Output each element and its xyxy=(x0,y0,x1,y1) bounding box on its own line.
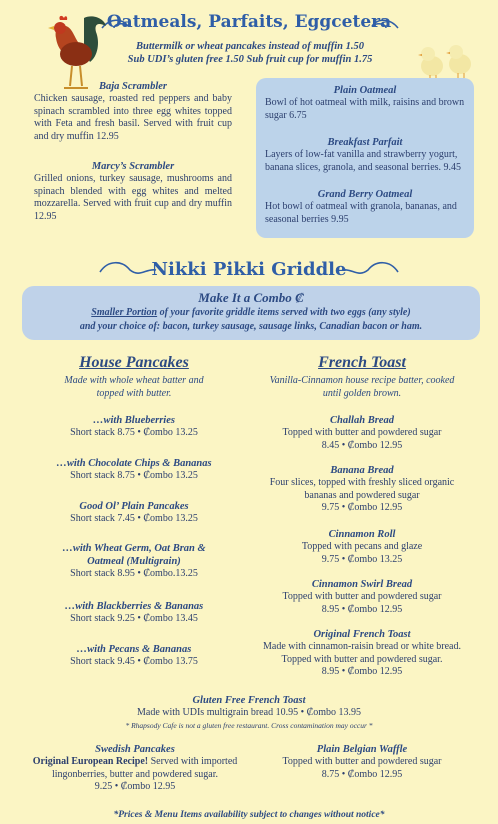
french-toast-item xyxy=(258,414,466,452)
french-toast-item xyxy=(258,578,466,616)
pancake-item xyxy=(34,457,234,483)
chicks-icon xyxy=(414,42,478,80)
gluten-free-item xyxy=(60,694,438,731)
pancake-item xyxy=(34,414,234,440)
item-price: 8.95 • ₡ombo 12.95 xyxy=(321,603,403,615)
item-name: Plain Belgian Waffle xyxy=(316,744,408,755)
section-title-griddle: Nikki Pikki Griddle xyxy=(151,259,347,280)
swedish-desc: Served with imported lingonberries, butter and powdered sugar. xyxy=(51,756,238,780)
item-price: 9.75 • ₡ombo 13.25 xyxy=(321,553,403,565)
item-description: Topped with butter and powdered sugar xyxy=(282,756,442,767)
item-price: 9.75 • ₡ombo 12.95 xyxy=(321,502,403,513)
oatmeal-substitution-line-2: Sub UDI’s gluten free 1.50 Sub fruit cup for muffin 1.75 xyxy=(127,54,373,65)
item-price: Short stack 7.45 • ₡ombo 13.25 xyxy=(70,513,198,524)
item-price: 8.95 • ₡ombo 12.95 xyxy=(321,666,403,677)
item-description: Topped with pecans and glaze xyxy=(301,541,423,552)
item-description: Made with cinnamon-raisin bread or white bread. Topped with butter and powdered sugar. xyxy=(263,641,461,665)
combo-title xyxy=(22,290,480,306)
item-name: …with Chocolate Chips & Bananas xyxy=(56,458,212,469)
combo-smaller-portion: Smaller Portion xyxy=(91,307,158,318)
pancake-item xyxy=(34,600,234,626)
footer-disclaimer: *Prices & Menu Items availability subject to changes without notice* xyxy=(113,810,385,820)
item-description: Four slices, topped with freshly sliced organic bananas and powdered sugar xyxy=(269,477,455,501)
gluten-free-note: * Rhapsody Cafe is not a gluten free restaurant. Cross contamination may occur * xyxy=(125,720,373,730)
french-toast-item xyxy=(258,528,466,566)
item-price: Short stack 8.75 • ₡ombo 13.25 xyxy=(70,427,198,438)
section-title-oatmeals: Oatmeals, Parfaits, Eggcetera xyxy=(106,12,392,32)
menu-item-name: Breakfast Parfait xyxy=(327,137,403,148)
item-name: Good Ol’ Plain Pancakes xyxy=(79,501,189,512)
pancake-item xyxy=(34,542,234,581)
menu-item-name: Plain Oatmeal xyxy=(333,85,397,96)
french-toast-intro: Vanilla-Cinnamon house recipe batter, cooked until golden brown. xyxy=(269,375,455,399)
menu-item-description: Grilled onions, turkey sausage, mushrooms and spinach blended with egg whites and melted mozzarella. Served with fruit cup and dry muffin 12.95 xyxy=(34,173,232,222)
item-description: Made with UDIs multigrain bread 10.95 • ₡ombo 13.95 xyxy=(136,707,362,718)
belgian-waffle-item xyxy=(258,743,466,781)
item-price: 8.45 • ₡ombo 12.95 xyxy=(321,439,403,451)
menu-item-name: Grand Berry Oatmeal xyxy=(317,189,413,200)
combo-title-text: Make It a Combo xyxy=(198,290,292,305)
combo-line-1 xyxy=(22,306,480,319)
item-price: Short stack 9.25 • ₡ombo 13.45 xyxy=(70,613,198,624)
oatmeal-substitution-line-1: Buttermilk or wheat pancakes instead of muffin 1.50 xyxy=(136,41,364,52)
swedish-pancakes-item xyxy=(30,743,240,794)
item-name: …with Blueberries xyxy=(93,415,175,426)
menu-item-description: Layers of low-fat vanilla and strawberry yogurt, banana slices, granola, and seasonal berries. 9.45 xyxy=(265,149,462,173)
item-name: Banana Bread xyxy=(330,465,394,476)
menu-item-name: Marcy’s Scrambler xyxy=(91,161,175,172)
menu-item-description: Chicken sausage, roasted red peppers and baby spinach scrambled into three egg whites topped with Feta and fresh basil. Served with fruit cup and dry muffin 12.95 xyxy=(34,93,232,142)
item-name: …with Blackberries & Bananas xyxy=(64,601,204,612)
item-name: Cinnamon Swirl Bread xyxy=(311,579,413,590)
item-name: …with Pecans & Bananas xyxy=(76,644,192,655)
pancake-item xyxy=(34,500,234,526)
pancake-item xyxy=(34,643,234,669)
combo-line-1-rest: of your favorite griddle items served with two eggs (any style) xyxy=(157,307,411,318)
combo-mark: ₡ xyxy=(295,290,304,305)
menu-item-name: Baja Scrambler xyxy=(99,81,167,92)
item-price: Short stack 9.45 • ₡ombo 13.75 xyxy=(70,656,198,667)
item-price: 9.25 • ₡ombo 12.95 xyxy=(94,781,176,792)
item-price: Short stack 8.95 • ₡ombo.13.25 xyxy=(70,568,198,579)
item-price: 8.75 • ₡ombo 12.95 xyxy=(321,768,403,780)
pancakes-intro: Made with whole wheat batter and topped with butter. xyxy=(64,375,204,399)
swedish-highlight: Original European Recipe! xyxy=(32,756,149,767)
item-name: …with Wheat Germ, Oat Bran & Oatmeal (Multigrain) xyxy=(62,543,206,567)
item-description xyxy=(30,756,240,781)
item-name: Original French Toast xyxy=(313,629,411,640)
column-heading-french-toast: French Toast xyxy=(318,354,406,371)
item-name: Gluten Free French Toast xyxy=(192,695,306,706)
french-toast-item xyxy=(258,628,466,679)
item-price: Short stack 8.75 • ₡ombo 13.25 xyxy=(70,470,198,481)
item-name: Cinnamon Roll xyxy=(328,529,396,540)
item-name: Swedish Pancakes xyxy=(95,744,175,755)
menu-item-description: Hot bowl of oatmeal with granola, bananas, and seasonal berries 9.95 xyxy=(265,201,457,225)
combo-line-2: and your choice of: bacon, turkey sausage, sausage links, Canadian bacon or ham. xyxy=(79,321,423,332)
item-description: Topped with butter and powdered sugar xyxy=(282,427,442,438)
menu-item-description: Bowl of hot oatmeal with milk, raisins and brown sugar 6.75 xyxy=(265,97,465,121)
french-toast-item xyxy=(258,464,466,515)
item-name: Challah Bread xyxy=(330,415,394,426)
item-description: Topped with butter and powdered sugar xyxy=(282,591,442,602)
column-heading-pancakes: House Pancakes xyxy=(79,354,189,371)
